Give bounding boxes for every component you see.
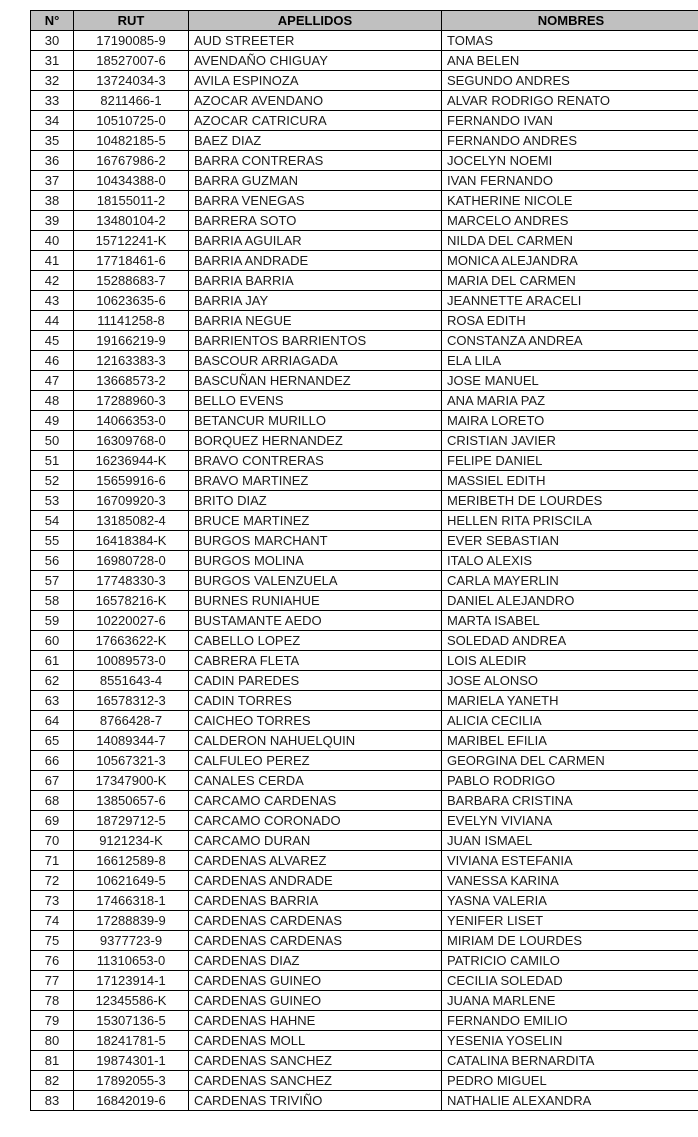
table-row xyxy=(31,891,698,911)
num-cell: 40 xyxy=(31,231,74,251)
apellidos-cell: CARCAMO CORONADO xyxy=(189,811,442,831)
apellidos-cell: AZOCAR CATRICURA xyxy=(189,111,442,131)
rut-cell: 16578312-3 xyxy=(74,691,189,711)
num-cell: 79 xyxy=(31,1011,74,1031)
rut-cell: 15307136-5 xyxy=(74,1011,189,1031)
apellidos-cell: BARRIA JAY xyxy=(189,291,442,311)
nombres-cell: MAIRA LORETO xyxy=(442,411,698,431)
nombres-cell: MARCELO ANDRES xyxy=(442,211,698,231)
num-cell: 58 xyxy=(31,591,74,611)
rut-cell: 13668573-2 xyxy=(74,371,189,391)
num-cell: 37 xyxy=(31,171,74,191)
num-cell: 64 xyxy=(31,711,74,731)
apellidos-cell: BARRIA AGUILAR xyxy=(189,231,442,251)
table-body xyxy=(31,31,698,1111)
rut-cell: 10567321-3 xyxy=(74,751,189,771)
rut-cell: 18729712-5 xyxy=(74,811,189,831)
nombres-cell: CRISTIAN JAVIER xyxy=(442,431,698,451)
rut-cell: 13185082-4 xyxy=(74,511,189,531)
table-row xyxy=(31,951,698,971)
rut-cell: 18241781-5 xyxy=(74,1031,189,1051)
table-row xyxy=(31,971,698,991)
apellidos-cell: BELLO EVENS xyxy=(189,391,442,411)
table-row xyxy=(31,671,698,691)
nombres-cell: MARTA ISABEL xyxy=(442,611,698,631)
apellidos-cell: CARDENAS GUINEO xyxy=(189,991,442,1011)
num-cell: 56 xyxy=(31,551,74,571)
num-cell: 55 xyxy=(31,531,74,551)
table-row xyxy=(31,431,698,451)
table-row xyxy=(31,831,698,851)
nombres-cell: ALICIA CECILIA xyxy=(442,711,698,731)
num-cell: 44 xyxy=(31,311,74,331)
apellidos-cell: BURNES RUNIAHUE xyxy=(189,591,442,611)
rut-cell: 14089344-7 xyxy=(74,731,189,751)
rut-cell: 10621649-5 xyxy=(74,871,189,891)
num-cell: 30 xyxy=(31,31,74,51)
num-cell: 42 xyxy=(31,271,74,291)
nombres-cell: ANA MARIA PAZ xyxy=(442,391,698,411)
table-row xyxy=(31,391,698,411)
apellidos-cell: BRAVO MARTINEZ xyxy=(189,471,442,491)
nombres-cell: FERNANDO IVAN xyxy=(442,111,698,131)
apellidos-cell: BORQUEZ HERNANDEZ xyxy=(189,431,442,451)
rut-cell: 16236944-K xyxy=(74,451,189,471)
nombres-cell: CATALINA BERNARDITA xyxy=(442,1051,698,1071)
table-row xyxy=(31,231,698,251)
nombres-cell: PABLO RODRIGO xyxy=(442,771,698,791)
rut-cell: 11141258-8 xyxy=(74,311,189,331)
table-row xyxy=(31,811,698,831)
apellidos-cell: CABRERA FLETA xyxy=(189,651,442,671)
table-row xyxy=(31,111,698,131)
nombres-cell: PEDRO MIGUEL xyxy=(442,1071,698,1091)
header-nombres: NOMBRES xyxy=(442,11,698,31)
num-cell: 59 xyxy=(31,611,74,631)
num-cell: 34 xyxy=(31,111,74,131)
table-row xyxy=(31,731,698,751)
apellidos-cell: CADIN PAREDES xyxy=(189,671,442,691)
header-rut: RUT xyxy=(74,11,189,31)
num-cell: 83 xyxy=(31,1091,74,1111)
table-header xyxy=(31,11,698,31)
num-cell: 67 xyxy=(31,771,74,791)
table-row xyxy=(31,191,698,211)
num-cell: 57 xyxy=(31,571,74,591)
apellidos-cell: CADIN TORRES xyxy=(189,691,442,711)
nombres-cell: CARLA MAYERLIN xyxy=(442,571,698,591)
rut-cell: 17892055-3 xyxy=(74,1071,189,1091)
nombres-cell: ELA LILA xyxy=(442,351,698,371)
apellidos-cell: BARRIA BARRIA xyxy=(189,271,442,291)
num-cell: 49 xyxy=(31,411,74,431)
num-cell: 62 xyxy=(31,671,74,691)
num-cell: 41 xyxy=(31,251,74,271)
apellidos-cell: AVENDAÑO CHIGUAY xyxy=(189,51,442,71)
apellidos-cell: CARDENAS ALVAREZ xyxy=(189,851,442,871)
nombres-cell: LOIS ALEDIR xyxy=(442,651,698,671)
nombres-cell: PATRICIO CAMILO xyxy=(442,951,698,971)
num-cell: 70 xyxy=(31,831,74,851)
rut-cell: 13850657-6 xyxy=(74,791,189,811)
apellidos-cell: BURGOS VALENZUELA xyxy=(189,571,442,591)
apellidos-cell: BASCUÑAN HERNANDEZ xyxy=(189,371,442,391)
num-cell: 73 xyxy=(31,891,74,911)
table-row xyxy=(31,251,698,271)
table-row xyxy=(31,711,698,731)
rut-cell: 8766428-7 xyxy=(74,711,189,731)
nombres-cell: YENIFER LISET xyxy=(442,911,698,931)
apellidos-cell: BUSTAMANTE AEDO xyxy=(189,611,442,631)
nombres-cell: MERIBETH DE LOURDES xyxy=(442,491,698,511)
table-row xyxy=(31,551,698,571)
table-row xyxy=(31,751,698,771)
rut-cell: 16612589-8 xyxy=(74,851,189,871)
nombres-cell: JUANA MARLENE xyxy=(442,991,698,1011)
num-cell: 31 xyxy=(31,51,74,71)
apellidos-cell: CARDENAS MOLL xyxy=(189,1031,442,1051)
table-row xyxy=(31,331,698,351)
num-cell: 81 xyxy=(31,1051,74,1071)
nombres-cell: FELIPE DANIEL xyxy=(442,451,698,471)
table-row xyxy=(31,51,698,71)
apellidos-cell: CARCAMO CARDENAS xyxy=(189,791,442,811)
nombres-cell: MARIELA YANETH xyxy=(442,691,698,711)
rut-cell: 17190085-9 xyxy=(74,31,189,51)
table-row xyxy=(31,311,698,331)
nombres-cell: NATHALIE ALEXANDRA xyxy=(442,1091,698,1111)
rut-cell: 12345586-K xyxy=(74,991,189,1011)
nombres-cell: SOLEDAD ANDREA xyxy=(442,631,698,651)
nombres-cell: IVAN FERNANDO xyxy=(442,171,698,191)
num-cell: 47 xyxy=(31,371,74,391)
table-row xyxy=(31,791,698,811)
table-row xyxy=(31,271,698,291)
nombres-cell: MARIA DEL CARMEN xyxy=(442,271,698,291)
rut-cell: 17748330-3 xyxy=(74,571,189,591)
rut-cell: 15288683-7 xyxy=(74,271,189,291)
rut-cell: 10434388-0 xyxy=(74,171,189,191)
nombres-cell: BARBARA CRISTINA xyxy=(442,791,698,811)
rut-cell: 15659916-6 xyxy=(74,471,189,491)
nombres-cell: DANIEL ALEJANDRO xyxy=(442,591,698,611)
nombres-cell: MIRIAM DE LOURDES xyxy=(442,931,698,951)
table-row xyxy=(31,451,698,471)
table-row xyxy=(31,611,698,631)
num-cell: 69 xyxy=(31,811,74,831)
num-cell: 78 xyxy=(31,991,74,1011)
num-cell: 63 xyxy=(31,691,74,711)
table-row xyxy=(31,131,698,151)
table-row xyxy=(31,911,698,931)
apellidos-cell: CARCAMO DURAN xyxy=(189,831,442,851)
nombres-cell: JEANNETTE ARACELI xyxy=(442,291,698,311)
nombres-cell: JUAN ISMAEL xyxy=(442,831,698,851)
num-cell: 74 xyxy=(31,911,74,931)
header-num: N° xyxy=(31,11,74,31)
apellidos-cell: CARDENAS SANCHEZ xyxy=(189,1051,442,1071)
rut-cell: 9121234-K xyxy=(74,831,189,851)
rut-cell: 16578216-K xyxy=(74,591,189,611)
num-cell: 51 xyxy=(31,451,74,471)
table-row xyxy=(31,511,698,531)
nombres-cell: YASNA VALERIA xyxy=(442,891,698,911)
rut-cell: 12163383-3 xyxy=(74,351,189,371)
table-row xyxy=(31,571,698,591)
num-cell: 60 xyxy=(31,631,74,651)
header-apellidos: APELLIDOS xyxy=(189,11,442,31)
num-cell: 50 xyxy=(31,431,74,451)
table-row xyxy=(31,591,698,611)
num-cell: 65 xyxy=(31,731,74,751)
apellidos-cell: BARRA VENEGAS xyxy=(189,191,442,211)
table-row xyxy=(31,851,698,871)
apellidos-cell: BARRIA ANDRADE xyxy=(189,251,442,271)
apellidos-cell: CANALES CERDA xyxy=(189,771,442,791)
nombres-cell: CONSTANZA ANDREA xyxy=(442,331,698,351)
num-cell: 53 xyxy=(31,491,74,511)
apellidos-cell: BRAVO CONTRERAS xyxy=(189,451,442,471)
rut-cell: 10089573-0 xyxy=(74,651,189,671)
apellidos-cell: BARRIA NEGUE xyxy=(189,311,442,331)
table-row xyxy=(31,631,698,651)
num-cell: 76 xyxy=(31,951,74,971)
table-row xyxy=(31,1011,698,1031)
rut-cell: 9377723-9 xyxy=(74,931,189,951)
apellidos-cell: CARDENAS ANDRADE xyxy=(189,871,442,891)
nombres-cell: MASSIEL EDITH xyxy=(442,471,698,491)
num-cell: 48 xyxy=(31,391,74,411)
num-cell: 52 xyxy=(31,471,74,491)
nombres-cell: ANA BELEN xyxy=(442,51,698,71)
table-row xyxy=(31,371,698,391)
apellidos-cell: AVILA ESPINOZA xyxy=(189,71,442,91)
rut-cell: 10482185-5 xyxy=(74,131,189,151)
table-row xyxy=(31,531,698,551)
apellidos-cell: BURGOS MOLINA xyxy=(189,551,442,571)
table-row xyxy=(31,991,698,1011)
num-cell: 38 xyxy=(31,191,74,211)
rut-cell: 16980728-0 xyxy=(74,551,189,571)
table-row xyxy=(31,871,698,891)
rut-cell: 16309768-0 xyxy=(74,431,189,451)
apellidos-cell: CARDENAS BARRIA xyxy=(189,891,442,911)
nombres-cell: GEORGINA DEL CARMEN xyxy=(442,751,698,771)
rut-cell: 13724034-3 xyxy=(74,71,189,91)
num-cell: 80 xyxy=(31,1031,74,1051)
rut-cell: 17347900-K xyxy=(74,771,189,791)
nombres-cell: FERNANDO ANDRES xyxy=(442,131,698,151)
apellidos-cell: BASCOUR ARRIAGADA xyxy=(189,351,442,371)
num-cell: 45 xyxy=(31,331,74,351)
nombres-cell: ITALO ALEXIS xyxy=(442,551,698,571)
nombres-cell: VIVIANA ESTEFANIA xyxy=(442,851,698,871)
apellidos-cell: CARDENAS GUINEO xyxy=(189,971,442,991)
nombres-cell: SEGUNDO ANDRES xyxy=(442,71,698,91)
rut-cell: 19166219-9 xyxy=(74,331,189,351)
apellidos-cell: CALDERON NAHUELQUIN xyxy=(189,731,442,751)
nombres-cell: JOSE MANUEL xyxy=(442,371,698,391)
table-row xyxy=(31,1071,698,1091)
nombres-cell: EVER SEBASTIAN xyxy=(442,531,698,551)
apellidos-cell: CARDENAS CARDENAS xyxy=(189,931,442,951)
apellidos-cell: BARRIENTOS BARRIENTOS xyxy=(189,331,442,351)
rut-cell: 8551643-4 xyxy=(74,671,189,691)
header-row xyxy=(31,11,698,31)
table-row xyxy=(31,651,698,671)
rut-cell: 8211466-1 xyxy=(74,91,189,111)
nombres-cell: TOMAS xyxy=(442,31,698,51)
table-row xyxy=(31,931,698,951)
rut-cell: 17288839-9 xyxy=(74,911,189,931)
num-cell: 36 xyxy=(31,151,74,171)
nombres-cell: CECILIA SOLEDAD xyxy=(442,971,698,991)
rut-cell: 17466318-1 xyxy=(74,891,189,911)
rut-cell: 16767986-2 xyxy=(74,151,189,171)
apellidos-cell: CARDENAS HAHNE xyxy=(189,1011,442,1031)
num-cell: 54 xyxy=(31,511,74,531)
table-row xyxy=(31,351,698,371)
apellidos-cell: BARRERA SOTO xyxy=(189,211,442,231)
rut-cell: 11310653-0 xyxy=(74,951,189,971)
table-row xyxy=(31,71,698,91)
num-cell: 82 xyxy=(31,1071,74,1091)
rut-cell: 18155011-2 xyxy=(74,191,189,211)
num-cell: 71 xyxy=(31,851,74,871)
nombres-cell: JOCELYN NOEMI xyxy=(442,151,698,171)
num-cell: 33 xyxy=(31,91,74,111)
rut-cell: 17288960-3 xyxy=(74,391,189,411)
nombres-cell: EVELYN VIVIANA xyxy=(442,811,698,831)
apellidos-cell: BARRA CONTRERAS xyxy=(189,151,442,171)
table-row xyxy=(31,91,698,111)
nombres-cell: JOSE ALONSO xyxy=(442,671,698,691)
apellidos-cell: AZOCAR AVENDANO xyxy=(189,91,442,111)
num-cell: 46 xyxy=(31,351,74,371)
apellidos-cell: AUD STREETER xyxy=(189,31,442,51)
table-row xyxy=(31,491,698,511)
table-row xyxy=(31,411,698,431)
apellidos-cell: CARDENAS TRIVIÑO xyxy=(189,1091,442,1111)
rut-cell: 13480104-2 xyxy=(74,211,189,231)
table-row xyxy=(31,171,698,191)
num-cell: 35 xyxy=(31,131,74,151)
apellidos-cell: BRITO DIAZ xyxy=(189,491,442,511)
rut-cell: 15712241-K xyxy=(74,231,189,251)
table-row xyxy=(31,471,698,491)
apellidos-cell: CARDENAS CARDENAS xyxy=(189,911,442,931)
table-row xyxy=(31,691,698,711)
num-cell: 43 xyxy=(31,291,74,311)
table-row xyxy=(31,771,698,791)
num-cell: 72 xyxy=(31,871,74,891)
apellidos-cell: BURGOS MARCHANT xyxy=(189,531,442,551)
nombres-cell: KATHERINE NICOLE xyxy=(442,191,698,211)
apellidos-cell: CARDENAS SANCHEZ xyxy=(189,1071,442,1091)
table-row xyxy=(31,1091,698,1111)
nombres-cell: MARIBEL EFILIA xyxy=(442,731,698,751)
rut-cell: 17718461-6 xyxy=(74,251,189,271)
nombres-cell: VANESSA KARINA xyxy=(442,871,698,891)
rut-cell: 17663622-K xyxy=(74,631,189,651)
rut-cell: 19874301-1 xyxy=(74,1051,189,1071)
apellidos-cell: BETANCUR MURILLO xyxy=(189,411,442,431)
apellidos-cell: CABELLO LOPEZ xyxy=(189,631,442,651)
num-cell: 32 xyxy=(31,71,74,91)
table-row xyxy=(31,211,698,231)
rut-cell: 17123914-1 xyxy=(74,971,189,991)
nombres-cell: NILDA DEL CARMEN xyxy=(442,231,698,251)
num-cell: 77 xyxy=(31,971,74,991)
apellidos-cell: CARDENAS DIAZ xyxy=(189,951,442,971)
num-cell: 66 xyxy=(31,751,74,771)
nombres-cell: ROSA EDITH xyxy=(442,311,698,331)
num-cell: 39 xyxy=(31,211,74,231)
rut-cell: 10623635-6 xyxy=(74,291,189,311)
table-row xyxy=(31,31,698,51)
table-row xyxy=(31,1031,698,1051)
rut-cell: 16709920-3 xyxy=(74,491,189,511)
rut-cell: 18527007-6 xyxy=(74,51,189,71)
rut-cell: 10510725-0 xyxy=(74,111,189,131)
rut-cell: 14066353-0 xyxy=(74,411,189,431)
nombres-cell: HELLEN RITA PRISCILA xyxy=(442,511,698,531)
apellidos-cell: CALFULEO PEREZ xyxy=(189,751,442,771)
nombres-cell: MONICA ALEJANDRA xyxy=(442,251,698,271)
nombres-cell: FERNANDO EMILIO xyxy=(442,1011,698,1031)
rut-cell: 16418384-K xyxy=(74,531,189,551)
num-cell: 75 xyxy=(31,931,74,951)
table-row xyxy=(31,1051,698,1071)
table-row xyxy=(31,151,698,171)
apellidos-cell: CAICHEO TORRES xyxy=(189,711,442,731)
nombres-cell: ALVAR RODRIGO RENATO xyxy=(442,91,698,111)
table-row xyxy=(31,291,698,311)
rut-cell: 10220027-6 xyxy=(74,611,189,631)
rut-cell: 16842019-6 xyxy=(74,1091,189,1111)
apellidos-cell: BRUCE MARTINEZ xyxy=(189,511,442,531)
num-cell: 61 xyxy=(31,651,74,671)
num-cell: 68 xyxy=(31,791,74,811)
apellidos-cell: BARRA GUZMAN xyxy=(189,171,442,191)
apellidos-cell: BAEZ DIAZ xyxy=(189,131,442,151)
nombres-cell: YESENIA YOSELIN xyxy=(442,1031,698,1051)
roster-table xyxy=(30,10,698,1111)
